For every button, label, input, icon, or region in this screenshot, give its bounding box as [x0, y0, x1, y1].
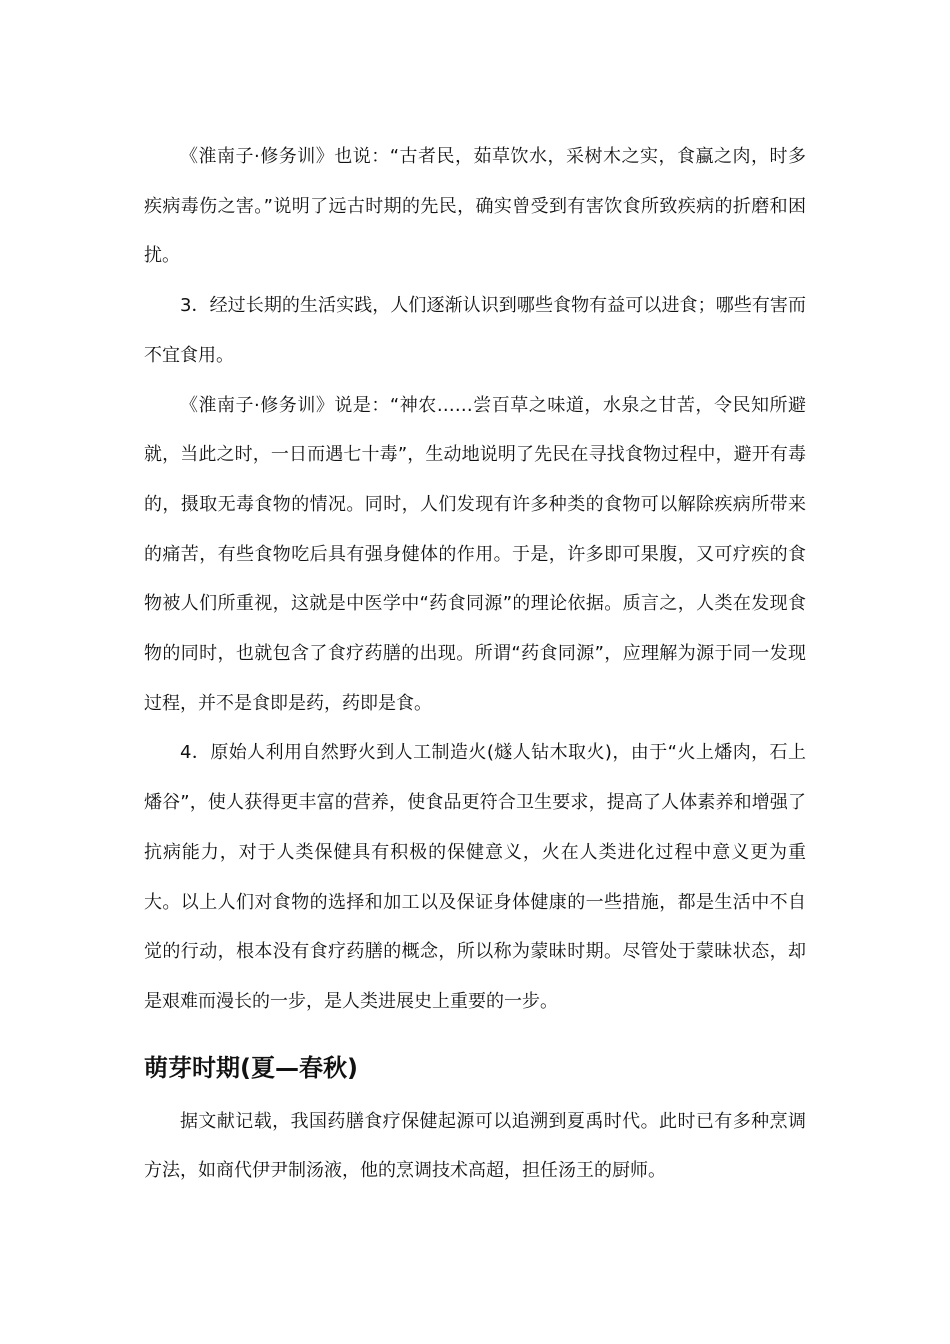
paragraph-point-3: 3．经过长期的生活实践，人们逐渐认识到哪些食物有益可以进食；哪些有害而不宜食用。 [144, 295, 806, 366]
section-heading: 萌芽时期(夏—春秋) [144, 1053, 358, 1082]
paragraph-section-intro: 据文献记载，我国药膳食疗保健起源可以追溯到夏禹时代。此时已有多种烹调方法，如商代伊尹制汤液，他的烹调技术高超，担任汤王的厨师。 [144, 1110, 806, 1182]
paragraph-huainanzi-quote-1: 《淮南子·修务训》也说：“古者民，茹草饮水，采树木之实，食蠃之肉，时多疾病毒伤之害。”说明了远古时期的先民，确实曾受到有害饮食所致疾病的折磨和困扰。 [144, 146, 806, 267]
document-body [144, 132, 806, 1196]
paragraph-huainanzi-quote-2: 《淮南子·修务训》说是：“神农……尝百草之味道，水泉之甘苦，令民知所避就，当此之时，一日而遇七十毒”，生动地说明了先民在寻找食物过程中，避开有毒的，摄取无毒食物的情况。同时，人们发现有许多种类的食物可以解除疾病所带来的痛苦，有些食物吃后具有强身健体的作用。于是，许多即可果腹，又可疗疾的食物被人们所重视，这就是中医学中“药食同源”的理论依据。质言之，人类在发现食物的同时，也就包含了食疗药膳的出现。所谓“药食同源”，应理解为源于同一发现过程，并不是食即是药，药即是食。 [144, 394, 806, 714]
paragraph-point-4: 4．原始人利用自然野火到人工制造火(燧人钻木取火)，由于“火上燔肉，石上燔谷”，使人获得更丰富的营养，使食品更符合卫生要求，提高了人体素养和增强了抗病能力，对于人类保健具有积极的保健意义，火在人类进化过程中意义更为重大。以上人们对食物的选择和加工以及保证身体健康的一些措施，都是生活中不自觉的行动，根本没有食疗药膳的概念，所以称为蒙昧时期。尽管处于蒙昧状态，却是艰难而漫长的一步，是人类进展史上重要的一步。 [144, 742, 806, 1012]
